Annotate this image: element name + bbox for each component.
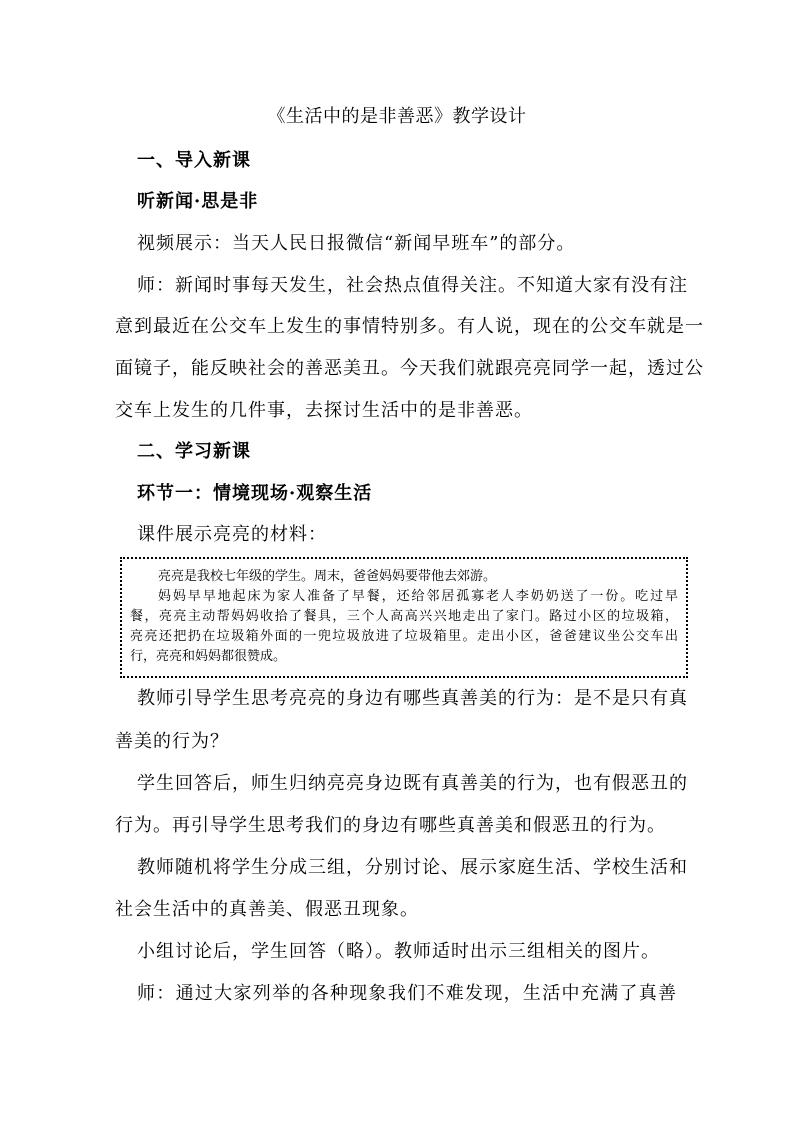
material-box-line-3: 餐，亮亮主动帮妈妈收拾了餐具，三个人高高兴兴地走出了家门。路过小区的垃圾箱， xyxy=(130,609,678,624)
material-box-line-2: 妈妈早早地起床为家人准备了早餐，还给邻居孤寡老人李奶奶送了一份。吃过早 xyxy=(158,589,678,604)
section-heading-1: 一、导入新课 xyxy=(137,150,251,171)
paragraph-teacher-intro-line-4: 交车上发生的几件事，去探讨生活中的是非善恶。 xyxy=(115,400,533,421)
material-box-line-1: 亮亮是我校七年级的学生。周末，爸爸妈妈要带他去郊游。 xyxy=(158,569,497,584)
paragraph-teacher-summary: 师：通过大家列举的各种现象我们不难发现，生活中充满了真善 xyxy=(137,983,677,1004)
paragraph-answer-line-2: 行为。再引导学生思考我们的身边有哪些真善美和假恶丑的行为。 xyxy=(115,815,666,836)
document-title: 《生活中的是非善恶》教学设计 xyxy=(267,106,527,127)
paragraph-teacher-intro-line-2: 意到最近在公交车上发生的事情特别多。有人说，现在的公交车就是一 xyxy=(115,316,704,337)
paragraph-group-line-2: 社会生活中的真善美、假恶丑现象。 xyxy=(115,899,419,920)
paragraph-guide-line-1: 教师引导学生思考亮亮的身边有哪些真善美的行为：是不是只有真 xyxy=(137,688,688,709)
paragraph-teacher-intro-line-1: 师：新闻时事每天发生，社会热点值得关注。不知道大家有没有注 xyxy=(137,275,688,296)
section-heading-2: 二、学习新课 xyxy=(137,441,251,462)
subsection-heading-2: 环节一：情境现场·观察生活 xyxy=(137,483,373,504)
paragraph-teacher-intro-line-3: 面镜子，能反映社会的善恶美丑。今天我们就跟亮亮同学一起，透过公 xyxy=(115,358,704,379)
paragraph-guide-line-2: 善美的行为？ xyxy=(115,731,229,752)
subsection-heading-1: 听新闻·思是非 xyxy=(137,191,259,212)
paragraph-video: 视频展示：当天人民日报微信“新闻早班车”的部分。 xyxy=(137,233,576,254)
paragraph-group-line-1: 教师随机将学生分成三组，分别讨论、展示家庭生活、学校生活和 xyxy=(137,857,688,878)
paragraph-group-answer: 小组讨论后，学生回答（略）。教师适时出示三组相关的图片。 xyxy=(137,941,660,962)
material-box-line-4: 亮亮还把扔在垃圾箱外面的一兜垃圾放进了垃圾箱里。走出小区，爸爸建议坐公交车出 xyxy=(130,629,678,644)
paragraph-material-intro: 课件展示亮亮的材料： xyxy=(137,524,327,545)
paragraph-answer-line-1: 学生回答后，师生归纳亮亮身边既有真善美的行为，也有假恶丑的 xyxy=(137,773,688,794)
material-box-line-5: 行，亮亮和妈妈都很赞成。 xyxy=(130,649,287,664)
